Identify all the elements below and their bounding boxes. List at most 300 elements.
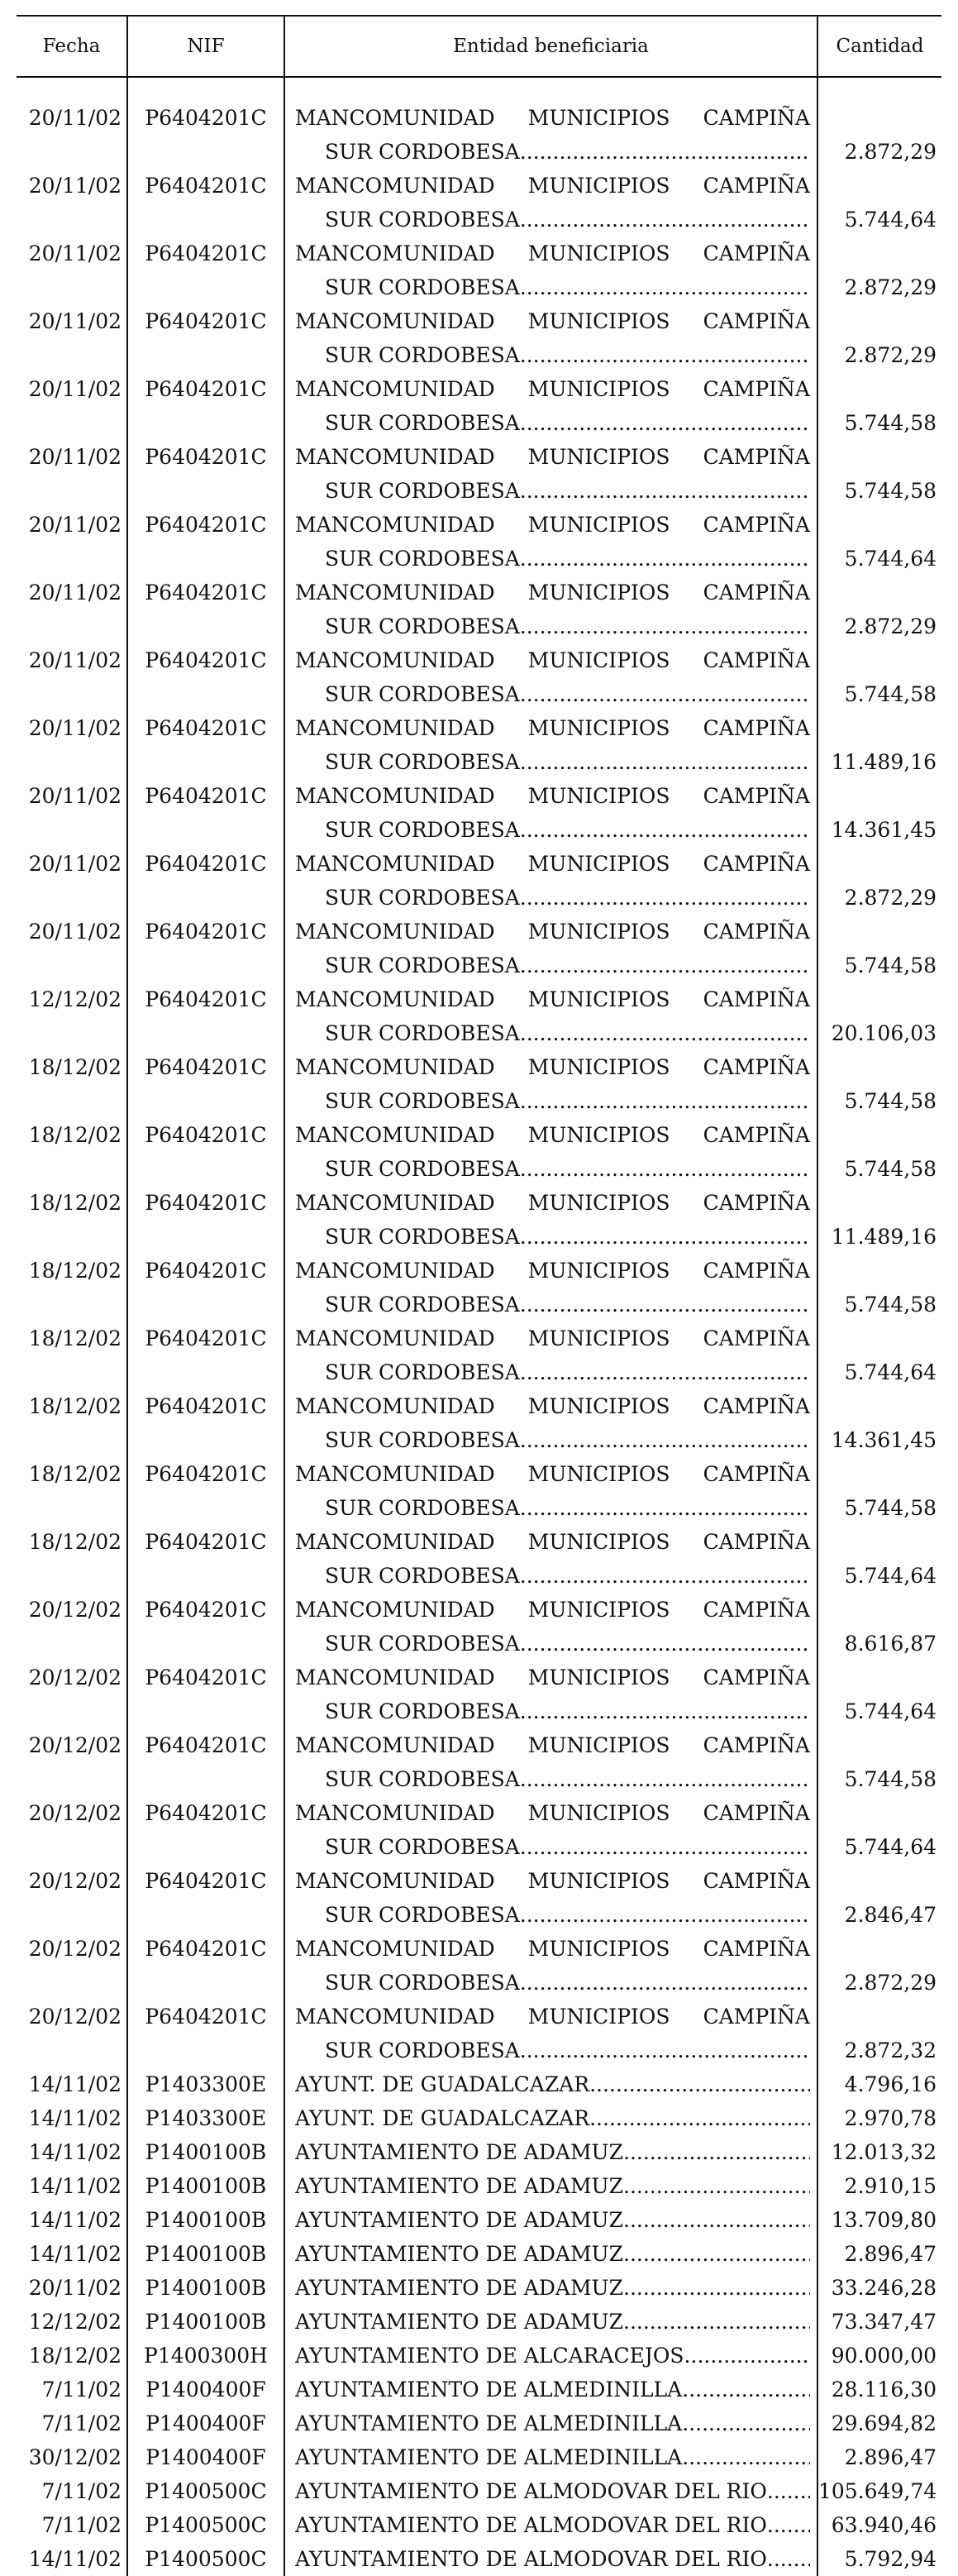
cell-fecha: 20/12/02	[28, 1937, 122, 1961]
entidad-word: CAMPIÑA	[703, 1191, 810, 1215]
cell-cantidad: 2.896,47	[817, 2440, 941, 2474]
dot-leader	[520, 1830, 810, 1864]
cell-nif: P6404201C	[127, 1389, 284, 1457]
cell-fecha: 18/12/02	[28, 1191, 122, 1215]
entidad-word: MUNICIPIOS	[527, 1598, 670, 1622]
entidad-word: MANCOMUNIDAD	[295, 445, 495, 469]
entidad-name-cont: SUR CORDOBESA	[325, 1971, 520, 1995]
cell-cantidad: 20.106,03	[817, 982, 941, 1050]
entidad-word: CAMPIÑA	[703, 445, 810, 469]
cell-fecha: 18/12/02	[28, 1394, 122, 1418]
entidad-line-2	[295, 1084, 810, 1118]
entidad-name-cont: SUR CORDOBESA	[325, 1428, 520, 1452]
entidad-word: CAMPIÑA	[703, 241, 810, 265]
dot-leader	[520, 881, 810, 915]
dot-leader	[520, 135, 810, 169]
entidad-word: MANCOMUNIDAD	[295, 513, 495, 537]
cell-fecha: 7/11/02	[41, 2513, 122, 2537]
cell-cantidad: 11.489,16	[817, 1186, 941, 1254]
entidad-line-2	[295, 949, 810, 982]
entidad-name: AYUNTAMIENTO DE ALMODOVAR DEL RIO	[295, 2479, 767, 2503]
cell-cantidad: 2.872,29	[817, 77, 941, 169]
cell-cantidad: 5.744,58	[817, 1254, 941, 1321]
table-body	[17, 77, 941, 2576]
cell-nif: P6404201C	[127, 304, 284, 372]
entidad-line	[295, 2203, 810, 2237]
entidad-word: MANCOMUNIDAD	[295, 852, 495, 876]
entidad-line-2	[295, 2034, 810, 2067]
table-row	[17, 1796, 941, 1864]
cell-fecha: 20/12/02	[28, 1598, 122, 1622]
entidad-name-cont: SUR CORDOBESA	[325, 1767, 520, 1791]
dot-leader	[520, 1898, 810, 1932]
cell-nif: P6404201C	[127, 711, 284, 779]
dot-leader	[520, 1355, 810, 1389]
cell-entidad	[284, 1321, 817, 1389]
entidad-word: MANCOMUNIDAD	[295, 1055, 495, 1079]
entidad-line-2	[295, 406, 810, 440]
table-row	[17, 1728, 941, 1796]
entidad-name-cont: SUR CORDOBESA	[325, 1360, 520, 1384]
entidad-word: MUNICIPIOS	[527, 1530, 670, 1554]
entidad-name-cont: SUR CORDOBESA	[325, 818, 520, 842]
table-row	[17, 915, 941, 982]
entidad-line-2	[295, 1491, 810, 1525]
cell-cantidad: 5.744,64	[817, 1525, 941, 1593]
table-row	[17, 2339, 941, 2373]
entidad-line-2	[295, 1898, 810, 1932]
cell-fecha: 14/11/02	[28, 2140, 122, 2164]
entidad-word: CAMPIÑA	[703, 1666, 810, 1689]
cell-cantidad: 5.744,58	[817, 915, 941, 982]
entidad-word: MANCOMUNIDAD	[295, 987, 495, 1011]
cell-nif: P1400500C	[127, 2542, 284, 2576]
table-row	[17, 2135, 941, 2169]
dot-leader	[520, 677, 810, 711]
table-row	[17, 1321, 941, 1389]
entidad-word: CAMPIÑA	[703, 784, 810, 808]
dot-leader	[623, 2169, 810, 2203]
entidad-line-1	[295, 711, 810, 745]
entidad-word: MUNICIPIOS	[527, 174, 670, 198]
entidad-name-cont: SUR CORDOBESA	[325, 1903, 520, 1927]
entidad-line	[295, 2339, 810, 2373]
entidad-line	[295, 2406, 810, 2440]
entidad-name-cont: SUR CORDOBESA	[325, 750, 520, 774]
cell-fecha: 20/11/02	[28, 920, 122, 944]
cell-cantidad: 105.649,74	[817, 2474, 941, 2508]
entidad-line-1	[295, 1321, 810, 1355]
table-row	[17, 2406, 941, 2440]
entidad-word: MUNICIPIOS	[527, 1055, 670, 1079]
entidad-name-cont: SUR CORDOBESA	[325, 411, 520, 435]
entidad-word: CAMPIÑA	[703, 1462, 810, 1486]
table-row	[17, 1050, 941, 1118]
cell-fecha: 18/12/02	[28, 2344, 122, 2368]
entidad-name: AYUNTAMIENTO DE ALMEDINILLA	[295, 2445, 683, 2469]
cell-nif: P1400100B	[127, 2135, 284, 2169]
entidad-name-cont: SUR CORDOBESA	[325, 1564, 520, 1588]
entidad-word: MUNICIPIOS	[527, 1733, 670, 1757]
table-row	[17, 304, 941, 372]
cell-cantidad: 11.489,16	[817, 711, 941, 779]
entidad-word: MANCOMUNIDAD	[295, 1598, 495, 1622]
cell-fecha: 20/11/02	[28, 445, 122, 469]
entidad-line-1	[295, 372, 810, 406]
entidad-line-1	[295, 304, 810, 338]
cell-entidad	[284, 1796, 817, 1864]
cell-cantidad: 13.709,80	[817, 2203, 941, 2237]
cell-fecha: 20/12/02	[28, 1666, 122, 1689]
entidad-word: MANCOMUNIDAD	[295, 1869, 495, 1893]
entidad-word: MUNICIPIOS	[527, 716, 670, 740]
entidad-line-2	[295, 1152, 810, 1186]
header-cantidad: Cantidad	[817, 16, 941, 77]
entidad-line-2	[295, 1288, 810, 1321]
entidad-word: CAMPIÑA	[703, 1598, 810, 1622]
entidad-word: CAMPIÑA	[703, 2005, 810, 2029]
entidad-word: MUNICIPIOS	[527, 920, 670, 944]
cell-nif: P6404201C	[127, 1728, 284, 1796]
entidad-word: MANCOMUNIDAD	[295, 1326, 495, 1350]
cell-cantidad: 2.872,29	[817, 237, 941, 304]
table-row	[17, 2542, 941, 2576]
entidad-name: AYUNTAMIENTO DE ADAMUZ	[295, 2208, 623, 2232]
entidad-word: CAMPIÑA	[703, 920, 810, 944]
cell-fecha: 14/11/02	[28, 2072, 122, 2096]
entidad-line-1	[295, 1186, 810, 1220]
cell-nif: P6404201C	[127, 643, 284, 711]
entidad-word: MUNICIPIOS	[527, 445, 670, 469]
cell-entidad	[284, 237, 817, 304]
entidad-word: MUNICIPIOS	[527, 1123, 670, 1147]
cell-entidad	[284, 2474, 817, 2508]
dot-leader	[520, 609, 810, 643]
cell-cantidad: 2.910,15	[817, 2169, 941, 2203]
cell-nif: P1400400F	[127, 2373, 284, 2406]
entidad-word: MANCOMUNIDAD	[295, 1259, 495, 1283]
entidad-name-cont: SUR CORDOBESA	[325, 1699, 520, 1723]
cell-nif: P6404201C	[127, 1661, 284, 1728]
entidad-word: MANCOMUNIDAD	[295, 2005, 495, 2029]
cell-fecha: 20/12/02	[28, 1733, 122, 1757]
table-row	[17, 1864, 941, 1932]
entidad-word: MUNICIPIOS	[527, 648, 670, 672]
cell-entidad	[284, 1186, 817, 1254]
entidad-word: MUNICIPIOS	[527, 513, 670, 537]
entidad-line-1	[295, 1525, 810, 1559]
table-row	[17, 237, 941, 304]
entidad-word: CAMPIÑA	[703, 648, 810, 672]
cell-entidad	[284, 77, 817, 169]
table-row	[17, 779, 941, 847]
entidad-word: MANCOMUNIDAD	[295, 1666, 495, 1689]
entidad-word: CAMPIÑA	[703, 1326, 810, 1350]
entidad-line-2	[295, 1627, 810, 1661]
entidad-line-2	[295, 1423, 810, 1457]
cell-entidad	[284, 1728, 817, 1796]
entidad-word: MUNICIPIOS	[527, 106, 670, 130]
cell-fecha: 18/12/02	[28, 1530, 122, 1554]
cell-entidad	[284, 2067, 817, 2101]
entidad-line-1	[295, 101, 810, 135]
cell-cantidad: 5.744,58	[817, 372, 941, 440]
entidad-word: MANCOMUNIDAD	[295, 1123, 495, 1147]
cell-entidad	[284, 576, 817, 643]
entidad-word: MUNICIPIOS	[527, 377, 670, 401]
dot-leader	[623, 2271, 810, 2305]
entidad-line-2	[295, 135, 810, 169]
entidad-word: CAMPIÑA	[703, 309, 810, 333]
dot-leader	[767, 2474, 810, 2508]
entidad-word: CAMPIÑA	[703, 1801, 810, 1825]
entidad-line	[295, 2440, 810, 2474]
table-row	[17, 372, 941, 440]
dot-leader	[684, 2339, 810, 2373]
table-row	[17, 1254, 941, 1321]
entidad-word: MANCOMUNIDAD	[295, 241, 495, 265]
cell-fecha: 18/12/02	[28, 1259, 122, 1283]
cell-cantidad: 5.744,64	[817, 508, 941, 576]
entidad-name: AYUNTAMIENTO DE ALMEDINILLA	[295, 2378, 683, 2402]
header-fecha: Fecha	[17, 16, 127, 77]
entidad-name-cont: SUR CORDOBESA	[325, 343, 520, 367]
entidad-line	[295, 2271, 810, 2305]
entidad-name: AYUNTAMIENTO DE ADAMUZ	[295, 2140, 623, 2164]
entidad-line	[295, 2067, 810, 2101]
cell-fecha: 20/11/02	[28, 852, 122, 876]
cell-cantidad: 33.246,28	[817, 2271, 941, 2305]
cell-nif: P1400400F	[127, 2406, 284, 2440]
dot-leader	[520, 1152, 810, 1186]
entidad-word: MANCOMUNIDAD	[295, 1801, 495, 1825]
entidad-line	[295, 2169, 810, 2203]
cell-cantidad: 2.872,29	[817, 1932, 941, 2000]
entidad-line	[295, 2373, 810, 2406]
dot-leader	[767, 2542, 810, 2576]
cell-entidad	[284, 1050, 817, 1118]
cell-cantidad: 4.796,16	[817, 2067, 941, 2101]
document-page	[17, 15, 941, 2576]
cell-entidad	[284, 2542, 817, 2576]
dot-leader	[623, 2135, 810, 2169]
dot-leader	[520, 2034, 810, 2067]
cell-nif: P6404201C	[127, 1932, 284, 2000]
entidad-name-cont: SUR CORDOBESA	[325, 682, 520, 706]
cell-fecha: 18/12/02	[28, 1123, 122, 1147]
cell-cantidad: 5.744,58	[817, 1050, 941, 1118]
dot-leader	[520, 1016, 810, 1050]
cell-fecha: 20/12/02	[28, 2005, 122, 2029]
entidad-word: MUNICIPIOS	[527, 309, 670, 333]
entidad-word: MANCOMUNIDAD	[295, 784, 495, 808]
table-row	[17, 711, 941, 779]
cell-entidad	[284, 508, 817, 576]
entidad-line-2	[295, 542, 810, 576]
table-row	[17, 440, 941, 508]
entidad-word: MUNICIPIOS	[527, 581, 670, 605]
cell-entidad	[284, 169, 817, 237]
entidad-line	[295, 2135, 810, 2169]
cell-fecha: 20/11/02	[28, 648, 122, 672]
entidad-line-1	[295, 1593, 810, 1627]
dot-leader	[589, 2067, 810, 2101]
entidad-line-2	[295, 745, 810, 779]
cell-nif: P6404201C	[127, 982, 284, 1050]
table-row	[17, 2305, 941, 2339]
cell-fecha: 20/11/02	[28, 241, 122, 265]
entidad-line-1	[295, 1118, 810, 1152]
entidad-line-2	[295, 677, 810, 711]
entidad-word: CAMPIÑA	[703, 1055, 810, 1079]
entidad-line-1	[295, 1728, 810, 1762]
dot-leader	[520, 1559, 810, 1593]
cell-cantidad: 5.744,58	[817, 1728, 941, 1796]
entidad-name-cont: SUR CORDOBESA	[325, 2038, 520, 2062]
cell-cantidad: 12.013,32	[817, 2135, 941, 2169]
entidad-word: CAMPIÑA	[703, 1869, 810, 1893]
entidad-name-cont: SUR CORDOBESA	[325, 1157, 520, 1181]
cell-nif: P1403300E	[127, 2067, 284, 2101]
dot-leader	[520, 270, 810, 304]
entidad-word: CAMPIÑA	[703, 1123, 810, 1147]
cell-entidad	[284, 372, 817, 440]
entidad-word: MANCOMUNIDAD	[295, 1394, 495, 1418]
entidad-word: MANCOMUNIDAD	[295, 309, 495, 333]
table-row	[17, 2440, 941, 2474]
entidad-word: MUNICIPIOS	[527, 1869, 670, 1893]
cell-fecha: 12/12/02	[28, 2310, 122, 2334]
cell-fecha: 20/12/02	[28, 1869, 122, 1893]
cell-entidad	[284, 1661, 817, 1728]
entidad-word: MANCOMUNIDAD	[295, 581, 495, 605]
cell-entidad	[284, 1932, 817, 2000]
entidad-word: CAMPIÑA	[703, 377, 810, 401]
entidad-word: MUNICIPIOS	[527, 2005, 670, 2029]
cell-entidad	[284, 2440, 817, 2474]
cell-cantidad: 2.872,29	[817, 847, 941, 915]
entidad-word: CAMPIÑA	[703, 106, 810, 130]
cell-fecha: 18/12/02	[28, 1462, 122, 1486]
entidad-name: AYUNTAMIENTO DE ADAMUZ	[295, 2242, 623, 2266]
dot-leader	[520, 1762, 810, 1796]
dot-leader	[520, 542, 810, 576]
cell-nif: P6404201C	[127, 847, 284, 915]
cell-fecha: 12/12/02	[28, 987, 122, 1011]
table-row	[17, 847, 941, 915]
entidad-name-cont: SUR CORDOBESA	[325, 1089, 520, 1113]
entidad-line-1	[295, 847, 810, 881]
dot-leader	[623, 2305, 810, 2339]
cell-cantidad: 8.616,87	[817, 1593, 941, 1661]
cell-cantidad: 2.872,29	[817, 576, 941, 643]
entidad-line-2	[295, 609, 810, 643]
table-row	[17, 2169, 941, 2203]
entidad-line-1	[295, 982, 810, 1016]
entidad-line-1	[295, 237, 810, 270]
table-row	[17, 2067, 941, 2101]
entidad-name-cont: SUR CORDOBESA	[325, 479, 520, 503]
entidad-line-1	[295, 576, 810, 609]
cell-cantidad: 5.744,64	[817, 1661, 941, 1728]
cell-entidad	[284, 1118, 817, 1186]
cell-entidad	[284, 1254, 817, 1321]
cell-nif: P1400100B	[127, 2271, 284, 2305]
table-row	[17, 1118, 941, 1186]
dot-leader	[520, 1423, 810, 1457]
entidad-line-2	[295, 1220, 810, 1254]
entidad-name: AYUNT. DE GUADALCAZAR	[295, 2106, 590, 2130]
cell-fecha: 20/12/02	[28, 1801, 122, 1825]
cell-entidad	[284, 2237, 817, 2271]
cell-nif: P1400100B	[127, 2237, 284, 2271]
entidad-word: MUNICIPIOS	[527, 1462, 670, 1486]
entidad-name-cont: SUR CORDOBESA	[325, 614, 520, 638]
grants-table	[17, 15, 941, 2576]
dot-leader	[520, 406, 810, 440]
cell-fecha: 14/11/02	[28, 2547, 122, 2571]
entidad-word: MANCOMUNIDAD	[295, 716, 495, 740]
cell-fecha: 20/11/02	[28, 581, 122, 605]
cell-entidad	[284, 643, 817, 711]
table-row	[17, 1389, 941, 1457]
cell-nif: P1400400F	[127, 2440, 284, 2474]
cell-fecha: 14/11/02	[28, 2174, 122, 2198]
table-row	[17, 1457, 941, 1525]
entidad-line-1	[295, 1661, 810, 1694]
entidad-line-1	[295, 1254, 810, 1288]
entidad-word: CAMPIÑA	[703, 852, 810, 876]
entidad-word: MUNICIPIOS	[527, 241, 670, 265]
entidad-word: MANCOMUNIDAD	[295, 1937, 495, 1961]
cell-fecha: 20/11/02	[28, 513, 122, 537]
entidad-name-cont: SUR CORDOBESA	[325, 1835, 520, 1859]
entidad-name-cont: SUR CORDOBESA	[325, 1632, 520, 1656]
cell-entidad	[284, 1864, 817, 1932]
entidad-word: CAMPIÑA	[703, 581, 810, 605]
cell-nif: P6404201C	[127, 77, 284, 169]
cell-entidad	[284, 2373, 817, 2406]
cell-entidad	[284, 2305, 817, 2339]
dot-leader	[520, 1694, 810, 1728]
entidad-line-2	[295, 1830, 810, 1864]
table-row	[17, 2000, 941, 2067]
entidad-word: CAMPIÑA	[703, 1259, 810, 1283]
entidad-word: CAMPIÑA	[703, 513, 810, 537]
cell-fecha: 14/11/02	[28, 2242, 122, 2266]
dot-leader	[767, 2508, 810, 2542]
entidad-word: MUNICIPIOS	[527, 784, 670, 808]
table-row	[17, 1186, 941, 1254]
header-nif: NIF	[127, 16, 284, 77]
cell-cantidad: 5.744,58	[817, 440, 941, 508]
entidad-line-2	[295, 1762, 810, 1796]
dot-leader	[520, 1966, 810, 2000]
cell-cantidad: 5.744,58	[817, 1118, 941, 1186]
entidad-line	[295, 2237, 810, 2271]
cell-fecha: 7/11/02	[41, 2479, 122, 2503]
cell-nif: P1400100B	[127, 2305, 284, 2339]
cell-nif: P1403300E	[127, 2101, 284, 2135]
entidad-name: AYUNTAMIENTO DE ADAMUZ	[295, 2310, 623, 2334]
entidad-line-2	[295, 1694, 810, 1728]
table-row	[17, 77, 941, 169]
cell-fecha: 14/11/02	[28, 2106, 122, 2130]
entidad-word: MANCOMUNIDAD	[295, 174, 495, 198]
table-row	[17, 982, 941, 1050]
table-row	[17, 508, 941, 576]
cell-entidad	[284, 2169, 817, 2203]
